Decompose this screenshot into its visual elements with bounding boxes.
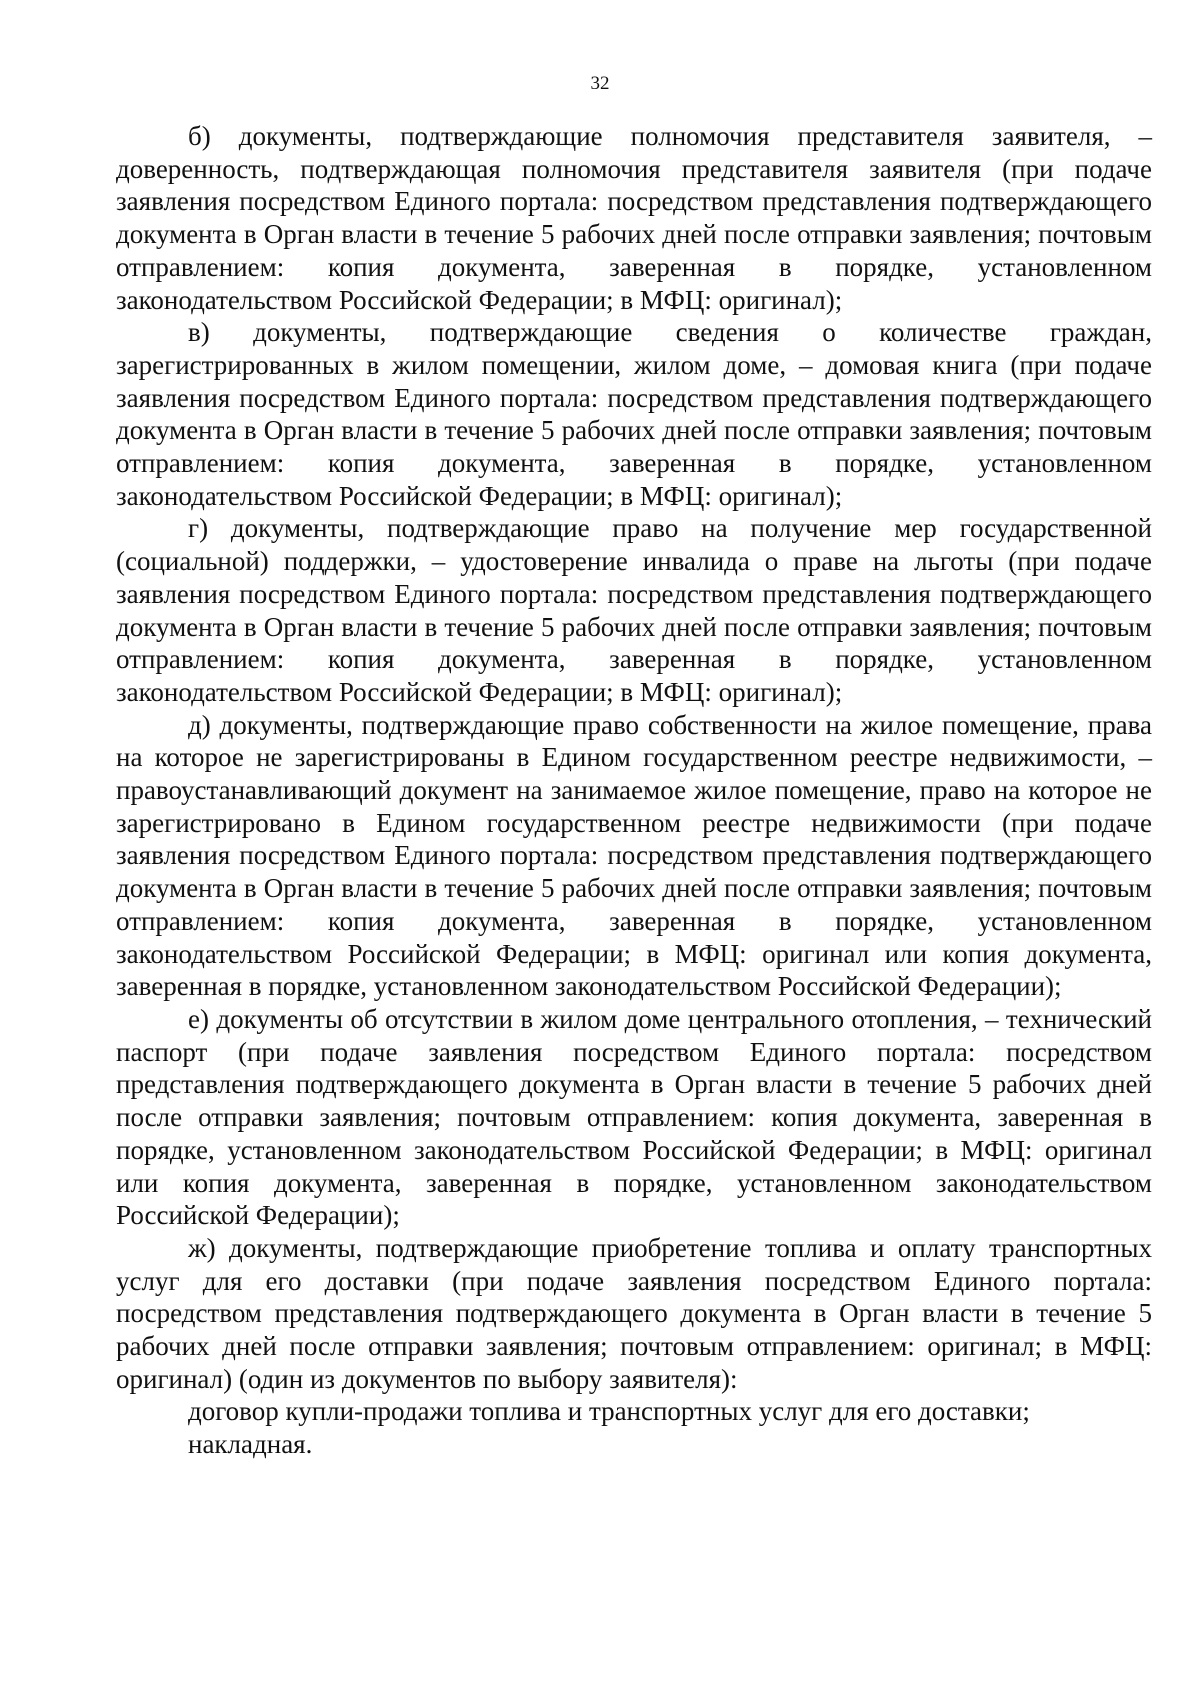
paragraph-g: г) документы, подтверждающие право на получение мер государственной (социальной) поддержки, – удостоверение инвалида о праве на льготы (при подаче заявления посредством Единого портала: посредством представления подтверждающего документа в Орган власти в течение 5 рабочих дней после отправки заявления; почтовым отправлением: копия документа, заверенная в порядке, установленном законодательством Российской Федерации; в МФЦ: оригинал); [116, 513, 1152, 707]
page-number: 32 [590, 73, 610, 94]
list-item-invoice: накладная. [188, 1429, 313, 1460]
paragraph-d: д) документы, подтверждающие право собственности на жилое помещение, права на которое не зарегистрированы в Едином государственном реестре недвижимости, – правоустанавливающий документ на занимаемое жилое помещение, право на которое не зарегистрировано в Едином государственном реестре недвижимости (при подаче заявления посредством Единого портала: посредством представления подтверждающего документа в Орган власти в течение 5 рабочих дней после отправки заявления; почтовым отправлением: копия документа, заверенная в порядке, установленном законодательством Российской Федерации; в МФЦ: оригинал или копия документа, заверенная в порядке, установленном законодательством Российской Федерации); [116, 709, 1152, 1002]
paragraph-b: б) документы, подтверждающие полномочия представителя заявителя, – доверенность, подтверждающая полномочия представителя заявителя (при подаче заявления посредством Единого портала: посредством представления подтверждающего документа в Орган власти в течение 5 рабочих дней после отправки заявления; почтовым отправлением: копия документа, заверенная в порядке, установленном законодательством Российской Федерации; в МФЦ: оригинал); [116, 121, 1152, 315]
list-item-contract: договор купли-продажи топлива и транспортных услуг для его доставки; [188, 1396, 1030, 1427]
paragraph-e: е) документы об отсутствии в жилом доме центрального отопления, – технический паспорт (при подаче заявления посредством Единого портала: посредством представления подтверждающего документа в Орган власти в течение 5 рабочих дней после отправки заявления; почтовым отправлением: копия документа, заверенная в порядке, установленном законодательством Российской Федерации; в МФЦ: оригинал или копия документа, заверенная в порядке, установленном законодательством Российской Федерации); [116, 1003, 1152, 1231]
paragraph-v: в) документы, подтверждающие сведения о количестве граждан, зарегистрированных в жилом помещении, жилом доме, – домовая книга (при подаче заявления посредством Единого портала: посредством представления подтверждающего документа в Орган власти в течение 5 рабочих дней после отправки заявления; почтовым отправлением: копия документа, заверенная в порядке, установленном законодательством Российской Федерации; в МФЦ: оригинал); [116, 317, 1152, 511]
paragraph-zh: ж) документы, подтверждающие приобретение топлива и оплату транспортных услуг для его доставки (при подаче заявления посредством Единого портала: посредством представления подтверждающего документа в Орган власти в течение 5 рабочих дней после отправки заявления; почтовым отправлением: оригинал; в МФЦ: оригинал) (один из документов по выбору заявителя): [116, 1232, 1152, 1394]
document-body [116, 120, 1152, 1461]
